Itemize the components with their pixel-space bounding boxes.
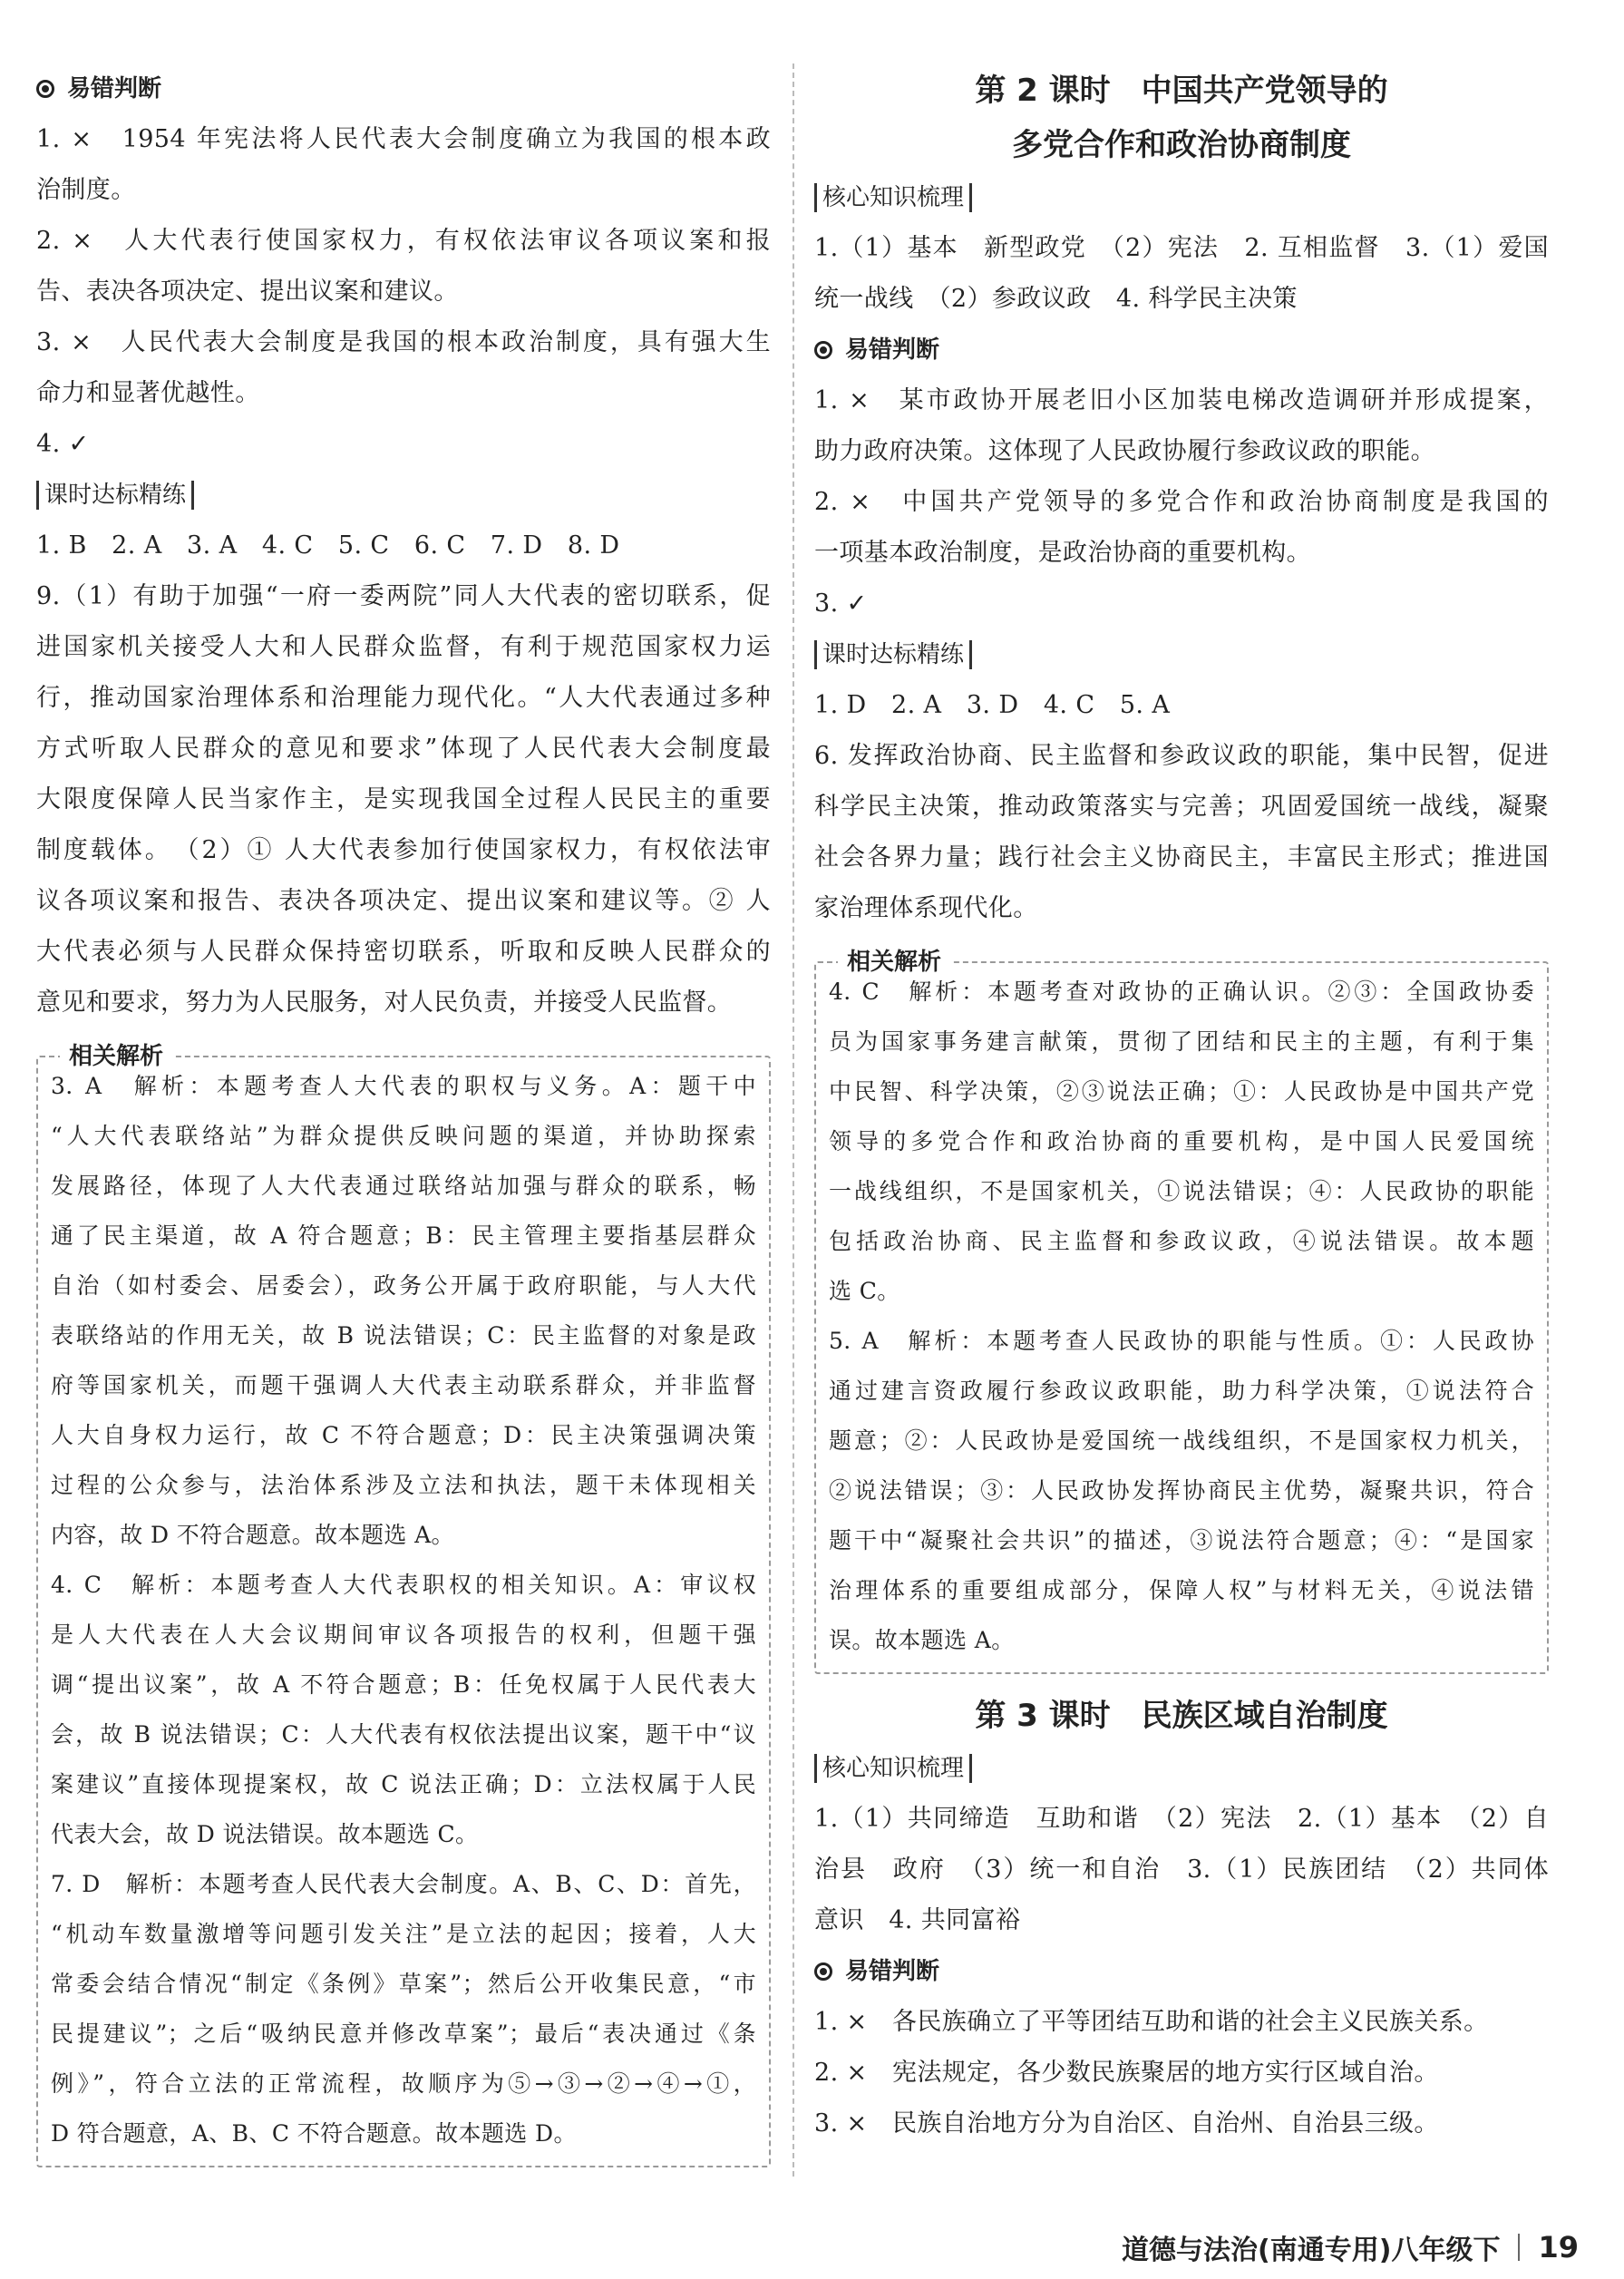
text-line: 包括政治协商、民主监督和参政议政，④说法错误。故本题	[829, 1228, 1534, 1254]
text-line: 进国家机关接受人大和人民群众监督，有利于规范国家权力运	[36, 633, 771, 661]
text-line: 自治（如村委会、居委会），政务公开属于政府职能，与人大代	[51, 1272, 756, 1299]
text-line: 3. A 解析：本题考查人大代表的职权与义务。A：题干中	[51, 1073, 756, 1099]
text-line: 治制度。	[36, 176, 136, 204]
section-heading-judge: 易错判断	[36, 63, 771, 114]
text-line: 3. × 民族自治地方分为自治区、自治州、自治县三级。	[814, 2109, 1439, 2138]
text-line: 2. × 中国共产党领导的多党合作和政治协商制度是我国的	[814, 488, 1549, 516]
practice-list	[814, 680, 1549, 934]
core-list	[814, 223, 1549, 325]
text-line: 1. B 2. A 3. A 4. C 5. C 6. C 7. D 8. D	[36, 531, 620, 560]
text-line: 题意；②：人民政协是爱国统一战线组织，不是国家权力机关，	[829, 1427, 1534, 1454]
text-line: 统一战线 （2）参政议政 4. 科学民主决策	[814, 285, 1298, 313]
text-line: 题干中“凝聚社会共识”的描述，③说法符合题意；④：“是国家	[829, 1527, 1534, 1553]
text-line: 发展路径，体现了人大代表通过联络站加强与群众的联系，畅	[51, 1173, 756, 1199]
left-column	[36, 63, 771, 2167]
text-line: 1. × 各民族确立了平等团结互助和谐的社会主义民族关系。	[814, 2008, 1489, 2036]
text-line: 通了民主渠道，故 A 符合题意；B：民主管理主要指基层群众	[51, 1222, 756, 1249]
text-line: 人大自身权力运行，故 C 不符合题意；D：民主决策强调决策	[51, 1422, 756, 1448]
bullet-icon	[814, 341, 832, 359]
text-line: 1. × 某市政协开展老旧小区加装电梯改造调研并形成提案，	[814, 386, 1549, 414]
page-footer	[1122, 2216, 1579, 2279]
text-line: 1.（1）基本 新型政党 （2）宪法 2. 互相监督 3.（1）爱国	[814, 234, 1549, 262]
practice-list	[36, 521, 771, 1028]
text-line: D 符合题意，A、B、C 不符合题意。故本题选 D。	[51, 2120, 577, 2147]
section-tag-practice: 课时达标精练	[814, 629, 1549, 680]
core-list	[814, 1794, 1549, 1946]
text-line: 7. D 解析：本题考查人民代表大会制度。A、B、C、D：首先，	[51, 1871, 756, 1897]
section-heading-judge: 易错判断	[814, 325, 1549, 375]
text-line: 例》”，符合立法的正常流程，故顺序为⑤→③→②→④→①，	[51, 2070, 756, 2097]
text-line: 员为国家事务建言献策，贯彻了团结和民主的主题，有利于集	[829, 1028, 1534, 1055]
text-line: 命力和显著优越性。	[36, 379, 260, 407]
analysis-box-title: 相关解析	[60, 1037, 172, 1071]
lesson-title-2-line1: 第 2 课时 中国共产党领导的	[975, 73, 1388, 109]
text-line: 告、表决各项决定、提出议案和建议。	[36, 278, 459, 306]
judge-list	[814, 375, 1549, 629]
lesson-title-2-line2: 多党合作和政治协商制度	[1012, 127, 1351, 163]
text-line: 选 C。	[829, 1278, 900, 1304]
text-line: 会，故 B 说法错误；C：人大代表有权依法提出议案，题干中“议	[51, 1721, 756, 1748]
text-line: 1. × 1954 年宪法将人民代表大会制度确立为我国的根本政	[36, 125, 771, 153]
text-line: “人大代表联络站”为群众提供反映问题的渠道，并协助探索	[51, 1123, 756, 1149]
text-line: 6. 发挥政治协商、民主监督和参政议政的职能，集中民智，促进	[814, 742, 1549, 770]
column-divider	[793, 63, 794, 2177]
footer-separator	[1518, 2234, 1520, 2261]
text-line: 治理体系的重要组成部分，保障人权”与材料无关，④说法错	[829, 1577, 1534, 1603]
text-line: 常委会结合情况“制定《条例》草案”；然后公开收集民意，“市	[51, 1971, 756, 1997]
text-line: 代表大会，故 D 说法错误。故本题选 C。	[51, 1821, 479, 1847]
text-line: 5. A 解析：本题考查人民政协的职能与性质。①：人民政协	[829, 1328, 1534, 1354]
text-line: 意识 4. 共同富裕	[814, 1906, 1021, 1934]
analysis-box-title: 相关解析	[838, 943, 950, 977]
text-line: 3. × 人民代表大会制度是我国的根本政治制度，具有强大生	[36, 328, 771, 356]
analysis-box	[814, 949, 1549, 1674]
section-tag-core: 核心知识梳理	[814, 172, 1549, 223]
text-line: 大代表必须与人民群众保持密切联系，听取和反映人民群众的	[36, 938, 771, 966]
text-line: 大限度保障人民当家作主，是实现我国全过程人民民主的重要	[36, 785, 771, 813]
text-line: 社会各界力量；践行社会主义协商民主，丰富民主形式；推进国	[814, 843, 1549, 872]
text-line: 是人大代表在人大会议期间审议各项报告的权利，但题干强	[51, 1622, 756, 1648]
text-line: 4. ✓	[36, 430, 90, 458]
text-line: 行，推动国家治理体系和治理能力现代化。“人大代表通过多种	[36, 684, 771, 712]
text-line: 方式听取人民群众的意见和要求”体现了人民代表大会制度最	[36, 735, 771, 763]
text-line: 9.（1）有助于加强“一府一委两院”同人大代表的密切联系，促	[36, 582, 771, 610]
text-line: 中民智、科学决策，②③说法正确；①：人民政协是中国共产党	[829, 1078, 1534, 1105]
right-column	[814, 63, 1549, 2149]
text-line: “机动车数量激增等问题引发关注”是立法的起因；接着，人大	[51, 1921, 756, 1947]
text-line: 案建议”直接体现提案权，故 C 说法正确；D：立法权属于人民	[51, 1771, 756, 1797]
section-tag-practice: 课时达标精练	[36, 470, 771, 521]
text-line: 科学民主决策，推动政策落实与完善；巩固爱国统一战线，凝聚	[814, 793, 1549, 821]
text-line: 府等国家机关，而题干强调人大代表主动联系群众，并非监督	[51, 1372, 756, 1398]
text-line: 表联络站的作用无关，故 B 说法错误；C：民主监督的对象是政	[51, 1322, 756, 1349]
text-line: 通过建言资政履行参政议政职能，助力科学决策，①说法符合	[829, 1378, 1534, 1404]
lesson-title-3: 第 3 课时 民族区域自治制度	[975, 1698, 1388, 1734]
text-line: 内容，故 D 不符合题意。故本题选 A。	[51, 1522, 454, 1548]
text-line: 2. × 宪法规定，各少数民族聚居的地方实行区域自治。	[814, 2059, 1439, 2087]
section-heading-judge: 易错判断	[814, 1946, 1549, 1997]
text-line: 领导的多党合作和政治协商的重要机构，是中国人民爱国统	[829, 1128, 1534, 1154]
text-line: 议各项议案和报告、表决各项决定、提出议案和建议等。② 人	[36, 887, 771, 915]
section-tag-core: 核心知识梳理	[814, 1743, 1549, 1794]
judge-list	[36, 114, 771, 470]
text-line: 过程的公众参与，法治体系涉及立法和执法，题干未体现相关	[51, 1472, 756, 1498]
text-line: 一战线组织，不是国家机关，①说法错误；④：人民政协的职能	[829, 1178, 1534, 1204]
text-line: 误。故本题选 A。	[829, 1627, 1015, 1653]
analysis-lines	[829, 967, 1534, 1665]
text-line: ②说法错误；③：人民政协发挥协商民主优势，凝聚共识，符合	[829, 1477, 1534, 1504]
analysis-lines	[51, 1061, 756, 2158]
bullet-icon	[36, 80, 54, 98]
text-line: 民提建议”；之后“吸纳民意并修改草案”；最后“表决通过《条	[51, 2021, 756, 2047]
page-number: 19	[1538, 2230, 1579, 2264]
text-line: 治县 政府 （3）统一和自治 3.（1）民族团结 （2）共同体	[814, 1855, 1549, 1884]
text-line: 制度载体。 （2）① 人大代表参加行使国家权力，有权依法审	[36, 836, 771, 864]
book-title: 道德与法治(南通专用)八年级下	[1122, 2235, 1501, 2266]
analysis-box	[36, 1043, 771, 2167]
judge-list	[814, 1997, 1549, 2149]
text-line: 调“提出议案”，故 A 不符合题意；B：任免权属于人民代表大	[51, 1671, 756, 1698]
text-line: 1.（1）共同缔造 互助和谐 （2）宪法 2.（1）基本 （2）自	[814, 1805, 1549, 1833]
text-line: 意见和要求，努力为人民服务，对人民负责，并接受人民监督。	[36, 989, 733, 1017]
text-line: 一项基本政治制度，是政治协商的重要机构。	[814, 539, 1311, 567]
text-line: 4. C 解析：本题考查对政协的正确认识。②③：全国政协委	[829, 979, 1534, 1005]
text-line: 助力政府决策。这体现了人民政协履行参政议政的职能。	[814, 437, 1435, 465]
text-line: 4. C 解析：本题考查人大代表职权的相关知识。A：审议权	[51, 1572, 756, 1598]
text-line: 家治理体系现代化。	[814, 894, 1038, 922]
text-line: 2. × 人大代表行使国家权力，有权依法审议各项议案和报	[36, 227, 771, 255]
text-line: 1. D 2. A 3. D 4. C 5. A	[814, 691, 1171, 719]
bullet-icon	[814, 1962, 832, 1981]
text-line: 3. ✓	[814, 589, 868, 618]
